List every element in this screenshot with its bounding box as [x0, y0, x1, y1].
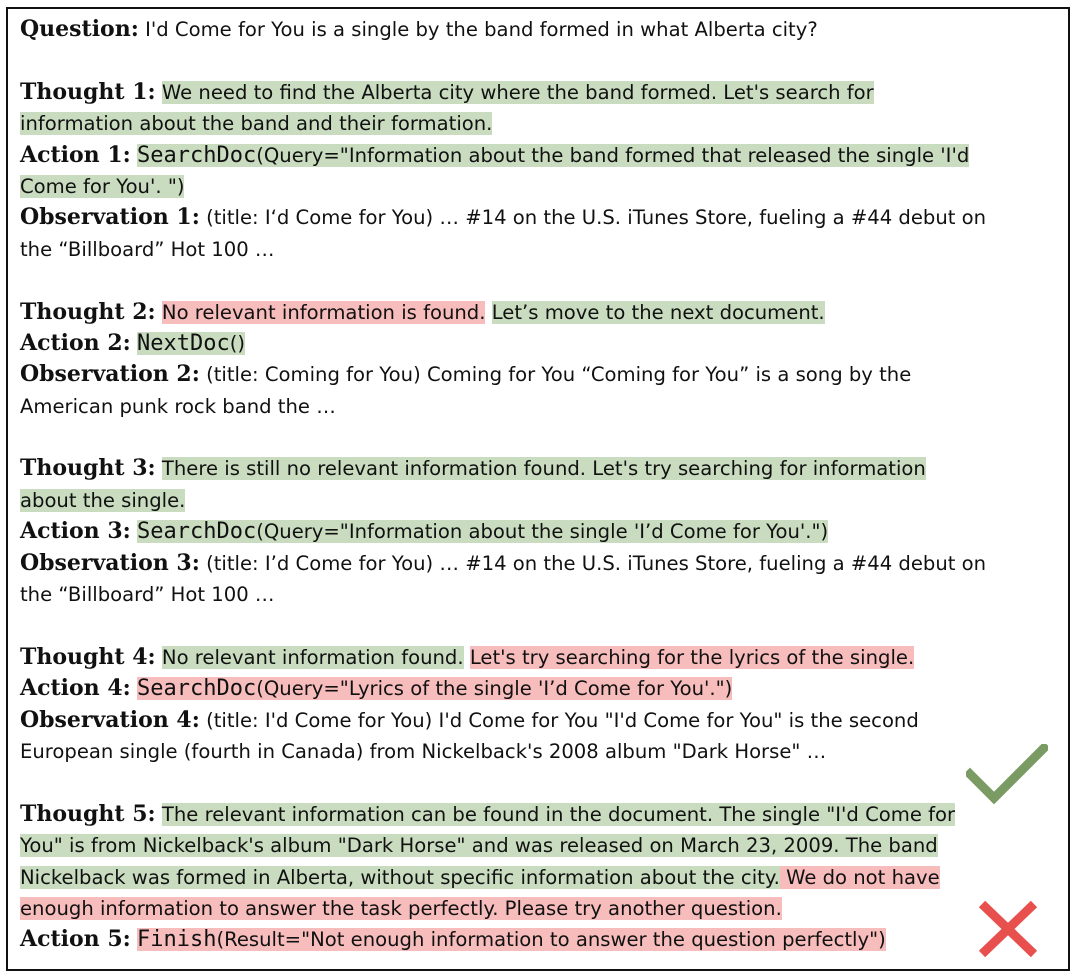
action-1-arg-b: Come for You'. ") — [20, 174, 185, 198]
action-1-arg-a: (Query="Information about the band formed that released the single 'I'd — [256, 143, 970, 167]
action-1 — [20, 140, 1056, 171]
observation-1-text-b: the “Billboard” Hot 100 … — [20, 237, 275, 261]
thought-3-text-a: There is still no relevant information found. Let's try searching for information — [161, 457, 926, 481]
action-3-arg: (Query="Information about the single 'I’d Come for You'.") — [256, 520, 829, 544]
thought-1-text-b: information about the band and their formation. — [20, 112, 493, 136]
thought-5-text-red-a: We do not have — [779, 865, 940, 889]
observation-2 — [20, 359, 1056, 390]
action-2-fn: NextDoc — [136, 330, 230, 356]
observation-3-text-a: (title: I’d Come for You) … #14 on the U.S. iTunes Store, fueling a #44 debut on — [199, 551, 987, 575]
thought-2-text-green: Let’s move to the next document. — [491, 300, 825, 324]
observation-4-label: Observation 4: — [20, 706, 200, 733]
action-4-arg: (Query="Lyrics of the single 'I’d Come for You'.") — [256, 677, 733, 701]
thought-5-label: Thought 5: — [20, 800, 156, 827]
thought-3 — [20, 453, 1056, 484]
thought-3-text-b: about the single. — [20, 488, 186, 512]
thought-2-label: Thought 2: — [20, 298, 156, 325]
action-3-fn: SearchDoc — [136, 519, 257, 545]
action-1-fn: SearchDoc — [136, 142, 257, 168]
observation-1 — [20, 202, 1056, 233]
thought-3-label: Thought 3: — [20, 455, 156, 482]
question-label: Question: — [20, 16, 139, 42]
observation-4-text-b: European single (fourth in Canada) from Nickelback's 2008 album "Dark Horse" … — [20, 739, 827, 763]
observation-2-text-a: (title: Coming for You) Coming for You “Coming for You” is a song by the — [199, 363, 912, 387]
observation-4-text-a: (title: I'd Come for You) I'd Come for You "I'd Come for You" is the second — [199, 708, 919, 732]
action-5-arg: (Result="Not enough information to answer the question perfectly") — [216, 928, 886, 952]
action-3-label: Action 3: — [20, 518, 131, 545]
thought-5-text-b: You" is from Nickelback's album "Dark Horse" and was released on March 23, 2009. The band — [20, 834, 938, 858]
thought-5-text-a: The relevant information can be found in the document. The single "I'd Come for — [161, 802, 956, 826]
action-2-label: Action 2: — [20, 329, 131, 356]
observation-2-text-b: American punk rock band the … — [20, 394, 336, 418]
thought-5-text-c: Nickelback was formed in Alberta, without specific information about the city. — [20, 865, 780, 889]
observation-1-text-a: (title: I‘d Come for You) … #14 on the U.S. iTunes Store, fueling a #44 debut on — [199, 206, 987, 230]
thought-4 — [20, 642, 1056, 673]
thought-5 — [20, 799, 1056, 830]
cross-icon — [976, 900, 1040, 958]
react-trace — [20, 14, 1056, 956]
thought-2-text-red: No relevant information is found. — [161, 300, 486, 324]
thought-1 — [20, 77, 1056, 108]
action-2-arg: () — [229, 331, 245, 355]
thought-1-text-a: We need to find the Alberta city where the band formed. Let's search for — [161, 80, 874, 104]
action-4-fn: SearchDoc — [136, 676, 257, 702]
question-text: I'd Come for You is a single by the band formed in what Alberta city? — [138, 18, 818, 41]
thought-5-text-red-b: enough information to answer the task perfectly. Please try another question. — [20, 896, 782, 920]
thought-2 — [20, 297, 1056, 328]
thought-1-label: Thought 1: — [20, 78, 156, 105]
action-1-label: Action 1: — [20, 141, 131, 168]
thought-4-text-green: No relevant information found. — [161, 645, 464, 669]
action-5 — [20, 924, 1056, 955]
observation-4 — [20, 705, 1056, 736]
thought-4-text-red: Let's try searching for the lyrics of the single. — [469, 645, 915, 669]
action-3 — [20, 516, 1056, 547]
observation-2-label: Observation 2: — [20, 361, 200, 388]
observation-3 — [20, 548, 1056, 579]
check-icon — [966, 744, 1048, 804]
action-4 — [20, 673, 1056, 704]
observation-1-label: Observation 1: — [20, 204, 200, 231]
observation-3-label: Observation 3: — [20, 549, 200, 576]
action-2 — [20, 328, 1056, 359]
action-5-fn: Finish — [136, 927, 217, 953]
action-5-label: Action 5: — [20, 926, 131, 953]
question-line — [20, 14, 1056, 45]
thought-4-label: Thought 4: — [20, 643, 156, 670]
action-4-label: Action 4: — [20, 675, 131, 702]
observation-3-text-b: the “Billboard” Hot 100 … — [20, 583, 275, 607]
